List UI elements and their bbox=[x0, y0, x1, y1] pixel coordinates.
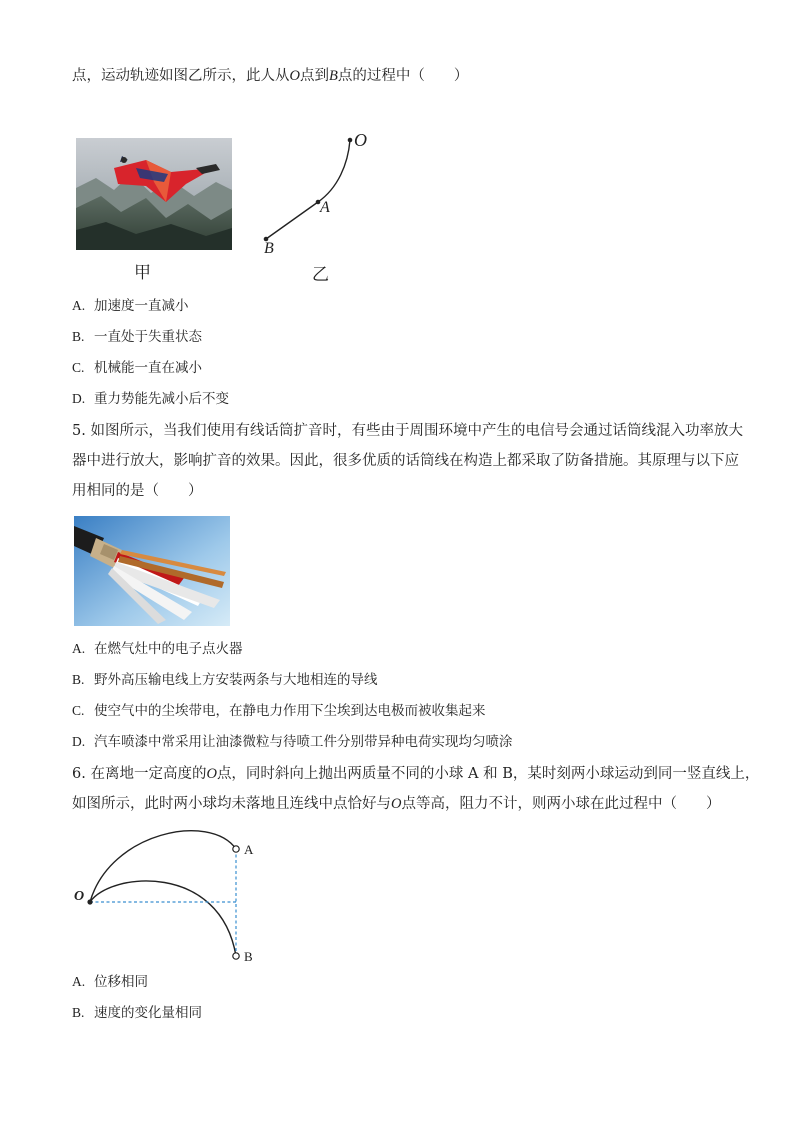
q6-option-a: A. 位移相同 bbox=[72, 974, 148, 990]
label-o: O bbox=[354, 130, 367, 150]
trajectory-a bbox=[90, 831, 236, 902]
trajectory-diagram bbox=[250, 124, 380, 254]
q5-option-c: C. 使空气中的尘埃带电，在静电力作用下尘埃到达电极而被收集起来 bbox=[72, 703, 486, 719]
q5-stem-line-2: 器中进行放大，影响扩音的效果。因此，很多优质的话筒线在构造上都采取了防备措施。其原理与以下应 bbox=[72, 453, 739, 469]
projectile-diagram bbox=[70, 822, 270, 972]
q6-option-b: B. 速度的变化量相同 bbox=[72, 1005, 202, 1021]
q4-option-b: B. 一直处于失重状态 bbox=[72, 329, 202, 345]
q4-intro: 点，运动轨迹如图乙所示，此人从O点到B点的过程中（ ） bbox=[72, 68, 469, 84]
figure-caption-yi: 乙 bbox=[312, 265, 329, 285]
q6-stem-line-2: 如图所示，此时两小球均未落地且连线中点恰好与O点等高，阻力不计，则两小球在此过程中（ ） bbox=[72, 796, 721, 812]
q5-stem-line-3: 用相同的是（ ） bbox=[72, 483, 203, 499]
q4-option-c: C. 机械能一直在减小 bbox=[72, 360, 202, 376]
q5-stem-line-1: 5. 如图所示，当我们使用有线话筒扩音时，有些由于周围环境中产生的电信号会通过话筒线混入功率放大 bbox=[72, 423, 743, 439]
q5-option-a: A. 在燃气灶中的电子点火器 bbox=[72, 641, 243, 657]
trajectory-curve bbox=[266, 140, 350, 239]
label-a: A bbox=[244, 842, 254, 857]
q6-stem-line-1: 6. 在离地一定高度的O点，同时斜向上抛出两质量不同的小球 A 和 B，某时刻两小球运动到同一竖直线上， bbox=[72, 766, 760, 782]
label-b: B bbox=[244, 949, 253, 964]
label-b: B bbox=[264, 240, 274, 254]
ball-b bbox=[233, 953, 239, 959]
label-a: A bbox=[320, 199, 330, 216]
wingsuit-photo bbox=[76, 138, 232, 250]
label-o: O bbox=[74, 889, 85, 904]
q4-option-d: D. 重力势能先减小后不变 bbox=[72, 391, 229, 407]
q5-option-b: B. 野外高压输电线上方安装两条与大地相连的导线 bbox=[72, 672, 378, 688]
ball-a bbox=[233, 846, 239, 852]
figure-caption-jia: 甲 bbox=[134, 263, 151, 283]
trajectory-b bbox=[90, 881, 236, 956]
point-o-dot bbox=[348, 138, 353, 143]
q4-option-a: A. 加速度一直减小 bbox=[72, 298, 189, 314]
q5-option-d: D. 汽车喷漆中常采用让油漆微粒与待喷工件分别带异种电荷实现均匀喷涂 bbox=[72, 734, 513, 750]
shielded-cable-photo bbox=[74, 516, 230, 626]
point-o-dot bbox=[87, 899, 92, 904]
